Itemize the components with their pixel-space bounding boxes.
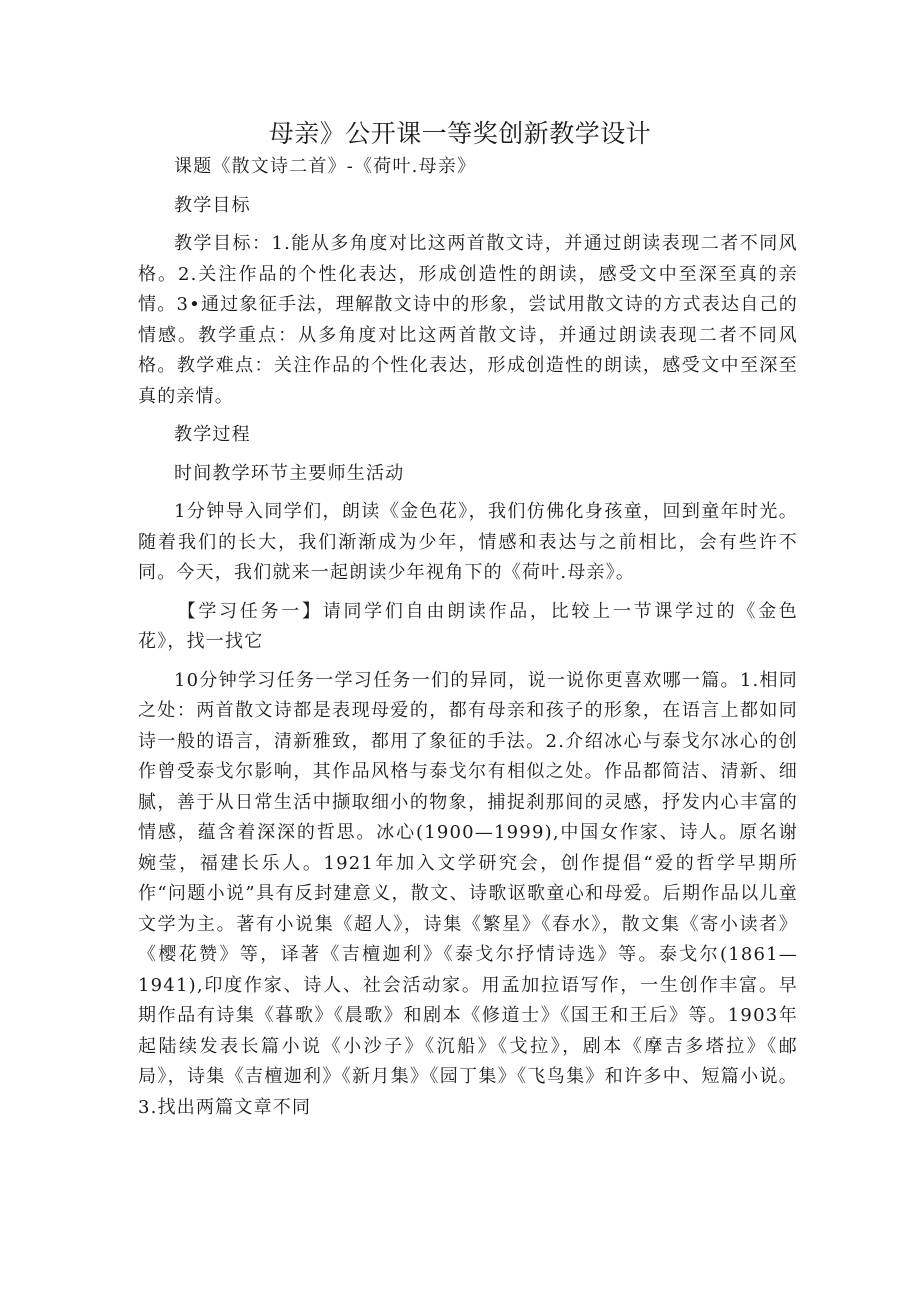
paragraph-objectives-heading: 教学目标 [174,194,251,216]
document-body [138,152,798,1131]
paragraph-introduction: 1分钟导入同学们，朗读《金色花》，我们仿佛化身孩童，回到童年时光。随着我们的长大，我们渐渐成为少年，情感和表达与之前相比，会有些许不同。今天，我们就来一起朗读少年视角下的《荷叶.母亲》。 [138,501,798,583]
paragraph-table-header: 时间教学环节主要师生活动 [174,462,405,484]
document-title: 母亲》公开课一等奖创新教学设计 [268,119,652,148]
paragraph-objectives: 教学目标：1.能从多角度对比这两首散文诗，并通过朗读表现二者不同风格。2.关注作品的个性化表达，形成创造性的朗读，感受文中至深至真的亲情。3•通过象征手法，理解散文诗中的形象，尝试用散文诗的方式表达自己的情感。教学重点：从多角度对比这两首散文诗，并通过朗读表现二者不同风格。教学难点：关注作品的个性化表达，形成创造性的朗读，感受文中至深至真的亲情。 [138,233,798,407]
paragraph-task-one-detail: 10分钟学习任务一学习任务一们的异同，说一说你更喜欢哪一篇。1.相同之处：两首散文诗都是表现母爱的，都有母亲和孩子的形象，在语言上都如同诗一般的语言，清新雅致，都用了象征的手法。2.介绍冰心与泰戈尔冰心的创作曾受泰戈尔影响，其作品风格与泰戈尔有相似之处。作品都简洁、清新、细腻，善于从日常生活中撷取细小的物象，捕捉刹那间的灵感，抒发内心丰富的情感，蕴含着深深的哲思。冰心(1900—1999),中国女作家、诗人。原名谢婉莹，福建长乐人。1921年加入文学研究会，创作提倡“爱的哲学早期所作“问题小说”具有反封建意义，散文、诗歌讴歌童心和母爱。后期作品以儿童文学为主。著有小说集《超人》，诗集《繁星》《春水》，散文集《寄小读者》《樱花赞》等，译著《吉檀迦利》《泰戈尔抒情诗选》等。泰戈尔(1861—1941),印度作家、诗人、社会活动家。用孟加拉语写作，一生创作丰富。早期作品有诗集《暮歌》《晨歌》和剧本《修道士》《国王和王后》等。1903年起陆续发表长篇小说《小沙子》《沉船》《戈拉》，剧本《摩吉多塔拉》《邮局》，诗集《吉檀迦利》《新月集》《园丁集》《飞鸟集》和许多中、短篇小说。3.找出两篇文章不同 [138,669,798,1118]
paragraph-lesson-topic: 课题《散文诗二首》-《荷叶.母亲》 [174,156,477,177]
paragraph-process-heading: 教学过程 [174,424,251,445]
paragraph-task-one: 【学习任务一】请同学们自由朗读作品，比较上一节课学过的《金色花》，找一找它 [138,600,798,652]
